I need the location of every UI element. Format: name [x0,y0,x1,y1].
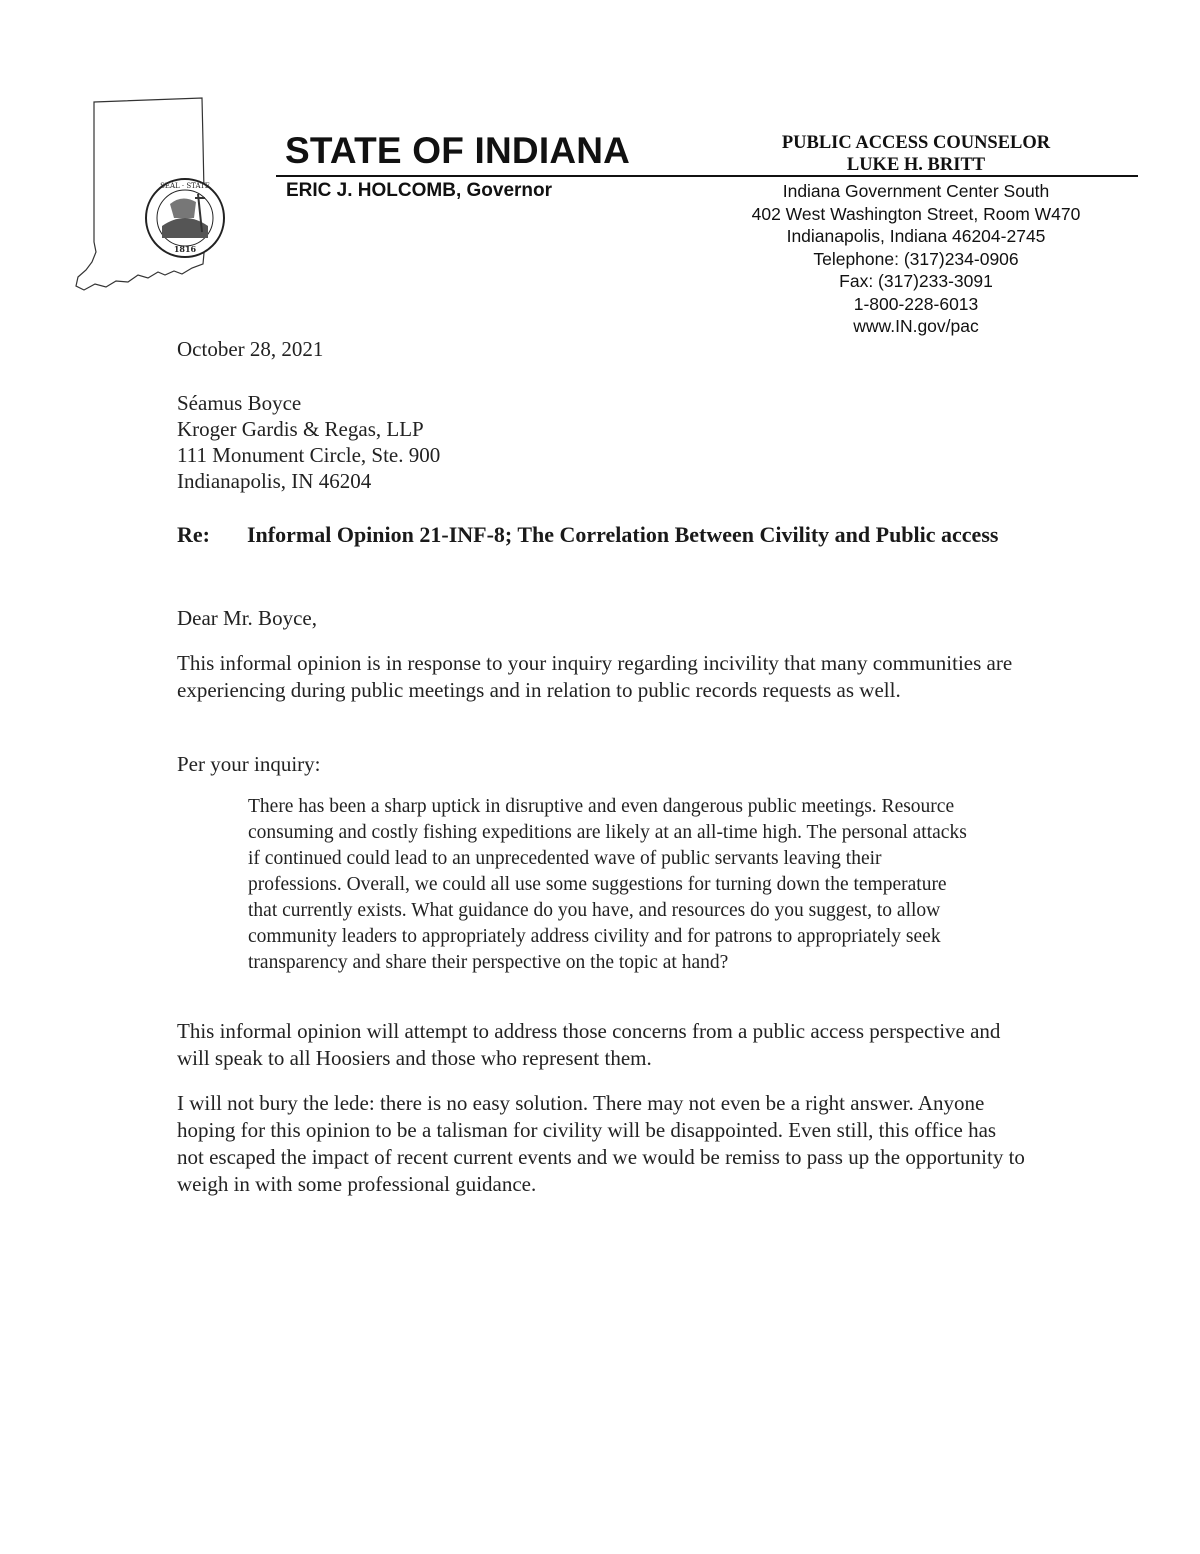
paragraph: Per your inquiry: [177,752,321,776]
office-contact-address [715,180,1117,338]
recipient-street: 111 Monument Circle, Ste. 900 [177,443,441,467]
recipient-city: Indianapolis, IN 46204 [177,469,372,493]
paragraph: This informal opinion is in response to your inquiry regarding incivility that many communities are experiencing during public meetings and in relation to public records requests as well. [177,651,1013,702]
subject-text: Informal Opinion 21-INF-8; The Correlation Between Civility and Public access [247,522,999,547]
block-quote: There has been a sharp uptick in disruptive and even dangerous public meetings. Resource consuming and costly fishing expeditions are likely at an all-time high. The personal attacks if continued could lead to an unprecedented wave of public servants leaving their professions. Overall, we could all use some suggestions for turning down the temperature that currently exists. What guidance do you have, and resources do you suggest, to allow community leaders to appropriately address civility and for patrons to appropriately seek transparency and share their perspective on the topic at hand? [248,796,967,973]
address-line: Indianapolis, Indiana 46204-2745 [786,226,1046,246]
governor-name: ERIC J. HOLCOMB, Governor [286,180,553,201]
subject-line [177,520,1037,549]
paragraph: This informal opinion will attempt to address those concerns from a public access perspective and will speak to all Hoosiers and those who represent them. [177,1019,1001,1070]
fax: Fax: (317)233-3091 [839,271,993,291]
letter-date: October 28, 2021 [177,337,324,361]
website-link[interactable]: www.IN.gov/pac [853,316,979,336]
recipient-firm: Kroger Gardis & Regas, LLP [177,417,424,441]
office-title: PUBLIC ACCESS COUNSELOR [781,133,1051,153]
svg-text:SEAL · STATE: SEAL · STATE [160,182,210,190]
state-title: STATE OF INDIANA [285,130,631,171]
salutation: Dear Mr. Boyce, [177,606,317,630]
office-heading [710,132,1122,176]
paragraph: I will not bury the lede: there is no easy solution. There may not even be a right answer. Anyone hoping for this opinion to be a talisman for civility will be disappointed. Even still, this office has not escaped the impact of recent current events and we would be remiss to pass up the opportunity to weigh in with some professional guidance. [177,1091,1025,1196]
state-seal-icon [146,179,224,257]
counselor-name: LUKE H. BRITT [846,155,986,175]
re-label: Re: [177,522,210,547]
address-line: 402 West Washington Street, Room W470 [751,203,1081,224]
address-line: Indiana Government Center South [782,181,1050,201]
toll-free-number: 1-800-228-6013 [853,293,979,314]
telephone: Telephone: (317)234-0906 [813,248,1019,269]
indiana-seal-logo [70,92,285,300]
recipient-name: Séamus Boyce [177,391,302,415]
svg-text:1816: 1816 [173,244,197,254]
recipient-address [177,390,440,494]
